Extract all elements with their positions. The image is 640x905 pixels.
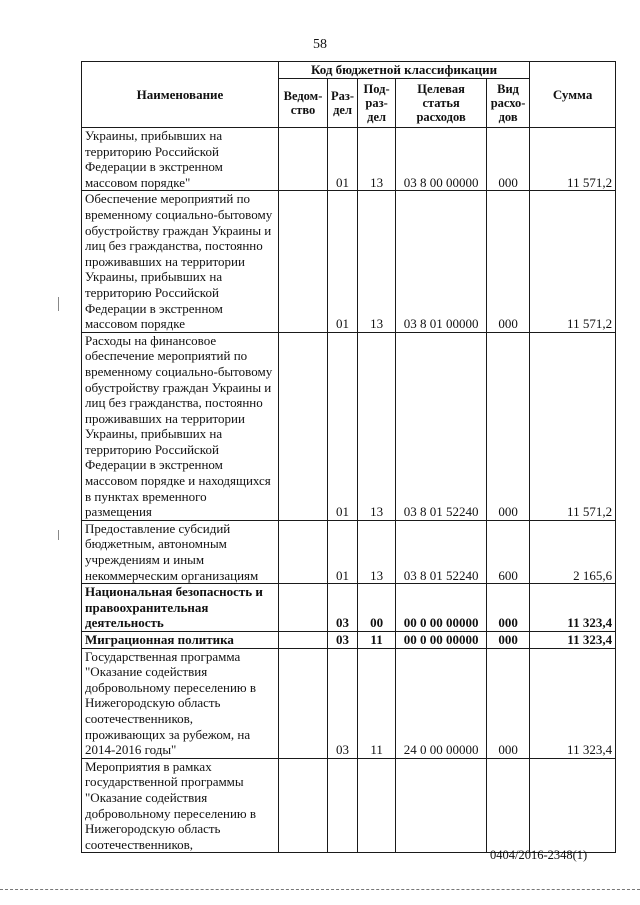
cell-summa: 11 571,2 (530, 332, 616, 520)
table-row (82, 128, 616, 191)
cell-podrazdel: 13 (358, 520, 396, 583)
cell-razdel: 01 (328, 191, 358, 332)
cell-vedomstvo (279, 520, 328, 583)
cell-podrazdel: 11 (358, 632, 396, 649)
cell-podrazdel: 11 (358, 648, 396, 758)
cell-vid: 000 (487, 191, 530, 332)
table-row (82, 648, 616, 758)
cell-razdel: 03 (328, 632, 358, 649)
table-row (82, 584, 616, 632)
header-summa: Сумма (530, 62, 616, 128)
cell-name: Предоставление субсидий бюджетным, автономным учреждениям и иным некоммерческим организациям (82, 520, 279, 583)
cell-summa: 11 323,4 (530, 648, 616, 758)
page-number: 58 (313, 37, 327, 52)
table-row (82, 520, 616, 583)
scan-mark (58, 297, 59, 311)
cell-podrazdel: 13 (358, 128, 396, 191)
header-podrazdel: Под-раз-дел (358, 79, 396, 128)
cell-vedomstvo (279, 332, 328, 520)
cell-vid: 600 (487, 520, 530, 583)
cell-vedomstvo (279, 758, 328, 853)
cell-target: 03 8 01 52240 (396, 520, 487, 583)
table-row (82, 332, 616, 520)
cell-target: 03 8 01 00000 (396, 191, 487, 332)
cell-vedomstvo (279, 648, 328, 758)
table-row (82, 758, 616, 853)
cell-vid: 000 (487, 648, 530, 758)
cell-razdel: 03 (328, 648, 358, 758)
cell-vid: 000 (487, 584, 530, 632)
document-code: 0404/2016-2348(1) (490, 848, 588, 862)
cell-razdel (328, 758, 358, 853)
cell-vid: 000 (487, 332, 530, 520)
cell-name: Расходы на финансовое обеспечение мероприятий по временному социально-бытовому обустройству граждан Украины и лиц без гражданства, постоянно проживавших на территории Украины, прибывших на территорию Российской Федерации в экстренном массовом порядке и находящихся в пунктах временного размещения (82, 332, 279, 520)
cell-summa: 11 571,2 (530, 128, 616, 191)
cell-vid: 000 (487, 632, 530, 649)
cell-target: 03 8 00 00000 (396, 128, 487, 191)
cell-target: 03 8 01 52240 (396, 332, 487, 520)
cell-razdel: 01 (328, 128, 358, 191)
cell-target: 24 0 00 00000 (396, 648, 487, 758)
cell-podrazdel (358, 758, 396, 853)
cell-podrazdel: 13 (358, 191, 396, 332)
cell-vid: 000 (487, 128, 530, 191)
cell-name: Национальная безопасность и правоохранительная деятельность (82, 584, 279, 632)
header-row-1 (82, 62, 616, 79)
cell-summa: 11 323,4 (530, 584, 616, 632)
scan-mark (58, 530, 59, 540)
cell-name: Государственная программа "Оказание содействия добровольному переселению в Нижегородскую область соотечественников, проживающих за рубежом, на 2014-2016 годы" (82, 648, 279, 758)
cell-name: Миграционная политика (82, 632, 279, 649)
cell-razdel: 03 (328, 584, 358, 632)
cell-vedomstvo (279, 584, 328, 632)
table-body (82, 128, 616, 853)
cell-name: Мероприятия в рамках государственной программы "Оказание содействия добровольному переселению в Нижегородскую область соотечественников, (82, 758, 279, 853)
header-target: Целевая статья расходов (396, 79, 487, 128)
cell-vedomstvo (279, 128, 328, 191)
cell-target: 00 0 00 00000 (396, 584, 487, 632)
cell-summa: 11 571,2 (530, 191, 616, 332)
scan-edge-line (0, 889, 640, 890)
cell-razdel: 01 (328, 332, 358, 520)
cell-name: Обеспечение мероприятий по временному социально-бытовому обустройству граждан Украины и лиц без гражданства, постоянно проживавших на территории Украины, прибывших на территорию Российской Федерации в экстренном массовом порядке (82, 191, 279, 332)
table-row (82, 632, 616, 649)
cell-vedomstvo (279, 632, 328, 649)
cell-razdel: 01 (328, 520, 358, 583)
header-name: Наименование (82, 62, 279, 128)
header-vid: Вид расхо-дов (487, 79, 530, 128)
table-row (82, 191, 616, 332)
header-code-group: Код бюджетной классификации (279, 62, 530, 79)
cell-podrazdel: 00 (358, 584, 396, 632)
header-razdel: Раз-дел (328, 79, 358, 128)
cell-summa: 2 165,6 (530, 520, 616, 583)
cell-summa (530, 758, 616, 853)
budget-table (81, 61, 616, 853)
cell-target: 00 0 00 00000 (396, 632, 487, 649)
cell-vid (487, 758, 530, 853)
cell-vedomstvo (279, 191, 328, 332)
cell-name: Украины, прибывших на территорию Российской Федерации в экстренном массовом порядке" (82, 128, 279, 191)
cell-target (396, 758, 487, 853)
header-vedomstvo: Ведом-ство (279, 79, 328, 128)
cell-summa: 11 323,4 (530, 632, 616, 649)
cell-podrazdel: 13 (358, 332, 396, 520)
